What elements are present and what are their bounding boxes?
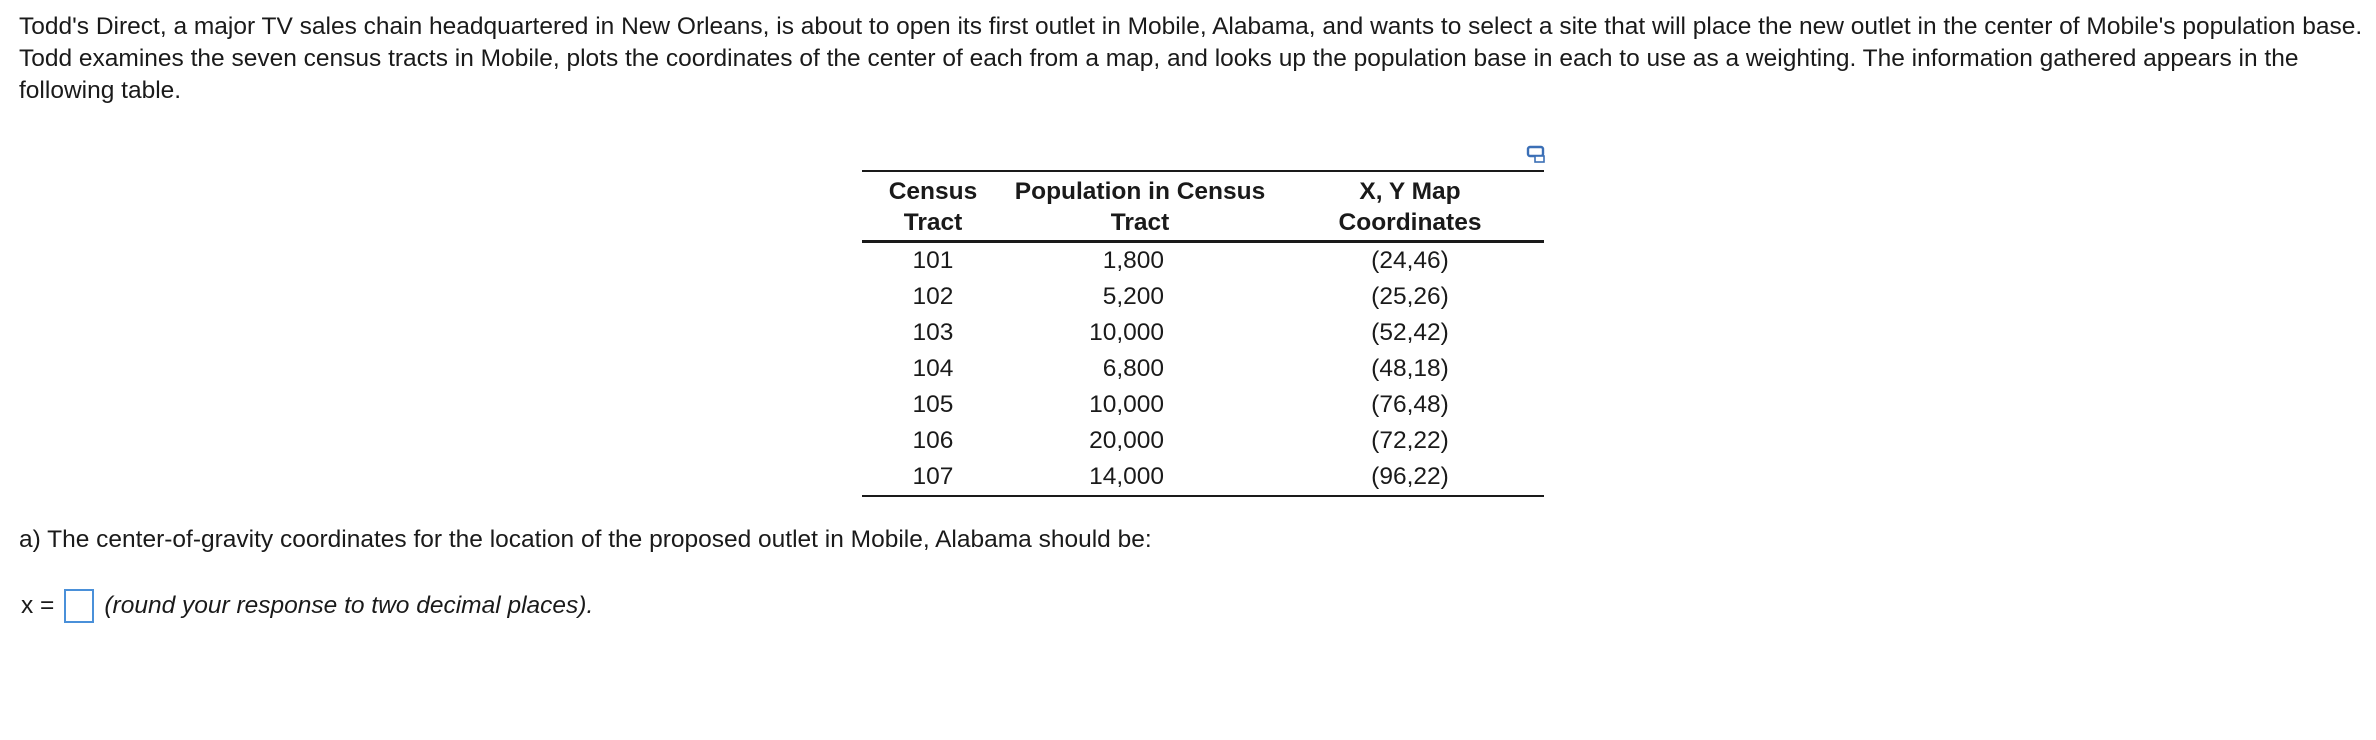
tract-cell: 103 xyxy=(912,319,954,346)
coords-cell: (48,18) xyxy=(1371,355,1449,382)
problem-intro: Todd's Direct, a major TV sales chain headquartered in New Orleans, is about to open its first outlet in Mobile, Alabama, and wants to select a site that will place the new outlet in the center of Mobile's population base. Todd examines the seven census tracts in Mobile, plots the coordinates of the center of each from a map, and looks up the population base in each to use as a weighting. The information gathered appears in the following table. xyxy=(19,13,2363,104)
tract-cell: 107 xyxy=(912,463,954,490)
rounding-hint: (round your response to two decimal places). xyxy=(104,592,594,619)
population-cell: 14,000 xyxy=(1089,463,1164,490)
table-row xyxy=(862,315,1544,351)
tract-cell: 101 xyxy=(912,247,954,274)
coords-cell: (52,42) xyxy=(1371,319,1449,346)
header-population: Population in Census Tract xyxy=(1014,178,1266,236)
coords-cell: (72,22) xyxy=(1371,427,1449,454)
coords-cell: (25,26) xyxy=(1371,283,1449,310)
population-cell: 5,200 xyxy=(1102,283,1164,310)
census-table xyxy=(862,170,1544,497)
population-cell: 10,000 xyxy=(1089,319,1164,346)
tract-cell: 102 xyxy=(912,283,954,310)
table-header-row xyxy=(862,171,1544,242)
answer-line xyxy=(21,588,593,624)
tract-cell: 105 xyxy=(912,391,954,418)
coords-cell: (76,48) xyxy=(1371,391,1449,418)
table-row xyxy=(862,423,1544,459)
header-census-tract: Census Tract xyxy=(888,178,978,236)
table-row xyxy=(862,459,1544,496)
coords-cell: (24,46) xyxy=(1371,247,1449,274)
population-cell: 6,800 xyxy=(1102,355,1164,382)
tract-cell: 104 xyxy=(912,355,954,382)
coords-cell: (96,22) xyxy=(1371,463,1449,490)
answer-label: x = xyxy=(21,592,55,619)
x-answer-input[interactable] xyxy=(64,589,94,623)
header-coordinates: X, Y Map Coordinates xyxy=(1338,178,1482,236)
table-row xyxy=(862,242,1544,280)
question-text: a) The center-of-gravity coordinates for the location of the proposed outlet in Mobile, Alabama should be: xyxy=(19,526,1152,553)
population-cell: 10,000 xyxy=(1089,391,1164,418)
table-row xyxy=(862,387,1544,423)
population-cell: 20,000 xyxy=(1089,427,1164,454)
table-row xyxy=(862,351,1544,387)
tract-cell: 106 xyxy=(912,427,954,454)
copy-table-icon[interactable] xyxy=(1526,145,1548,165)
table-row xyxy=(862,279,1544,315)
population-cell: 1,800 xyxy=(1102,247,1164,274)
